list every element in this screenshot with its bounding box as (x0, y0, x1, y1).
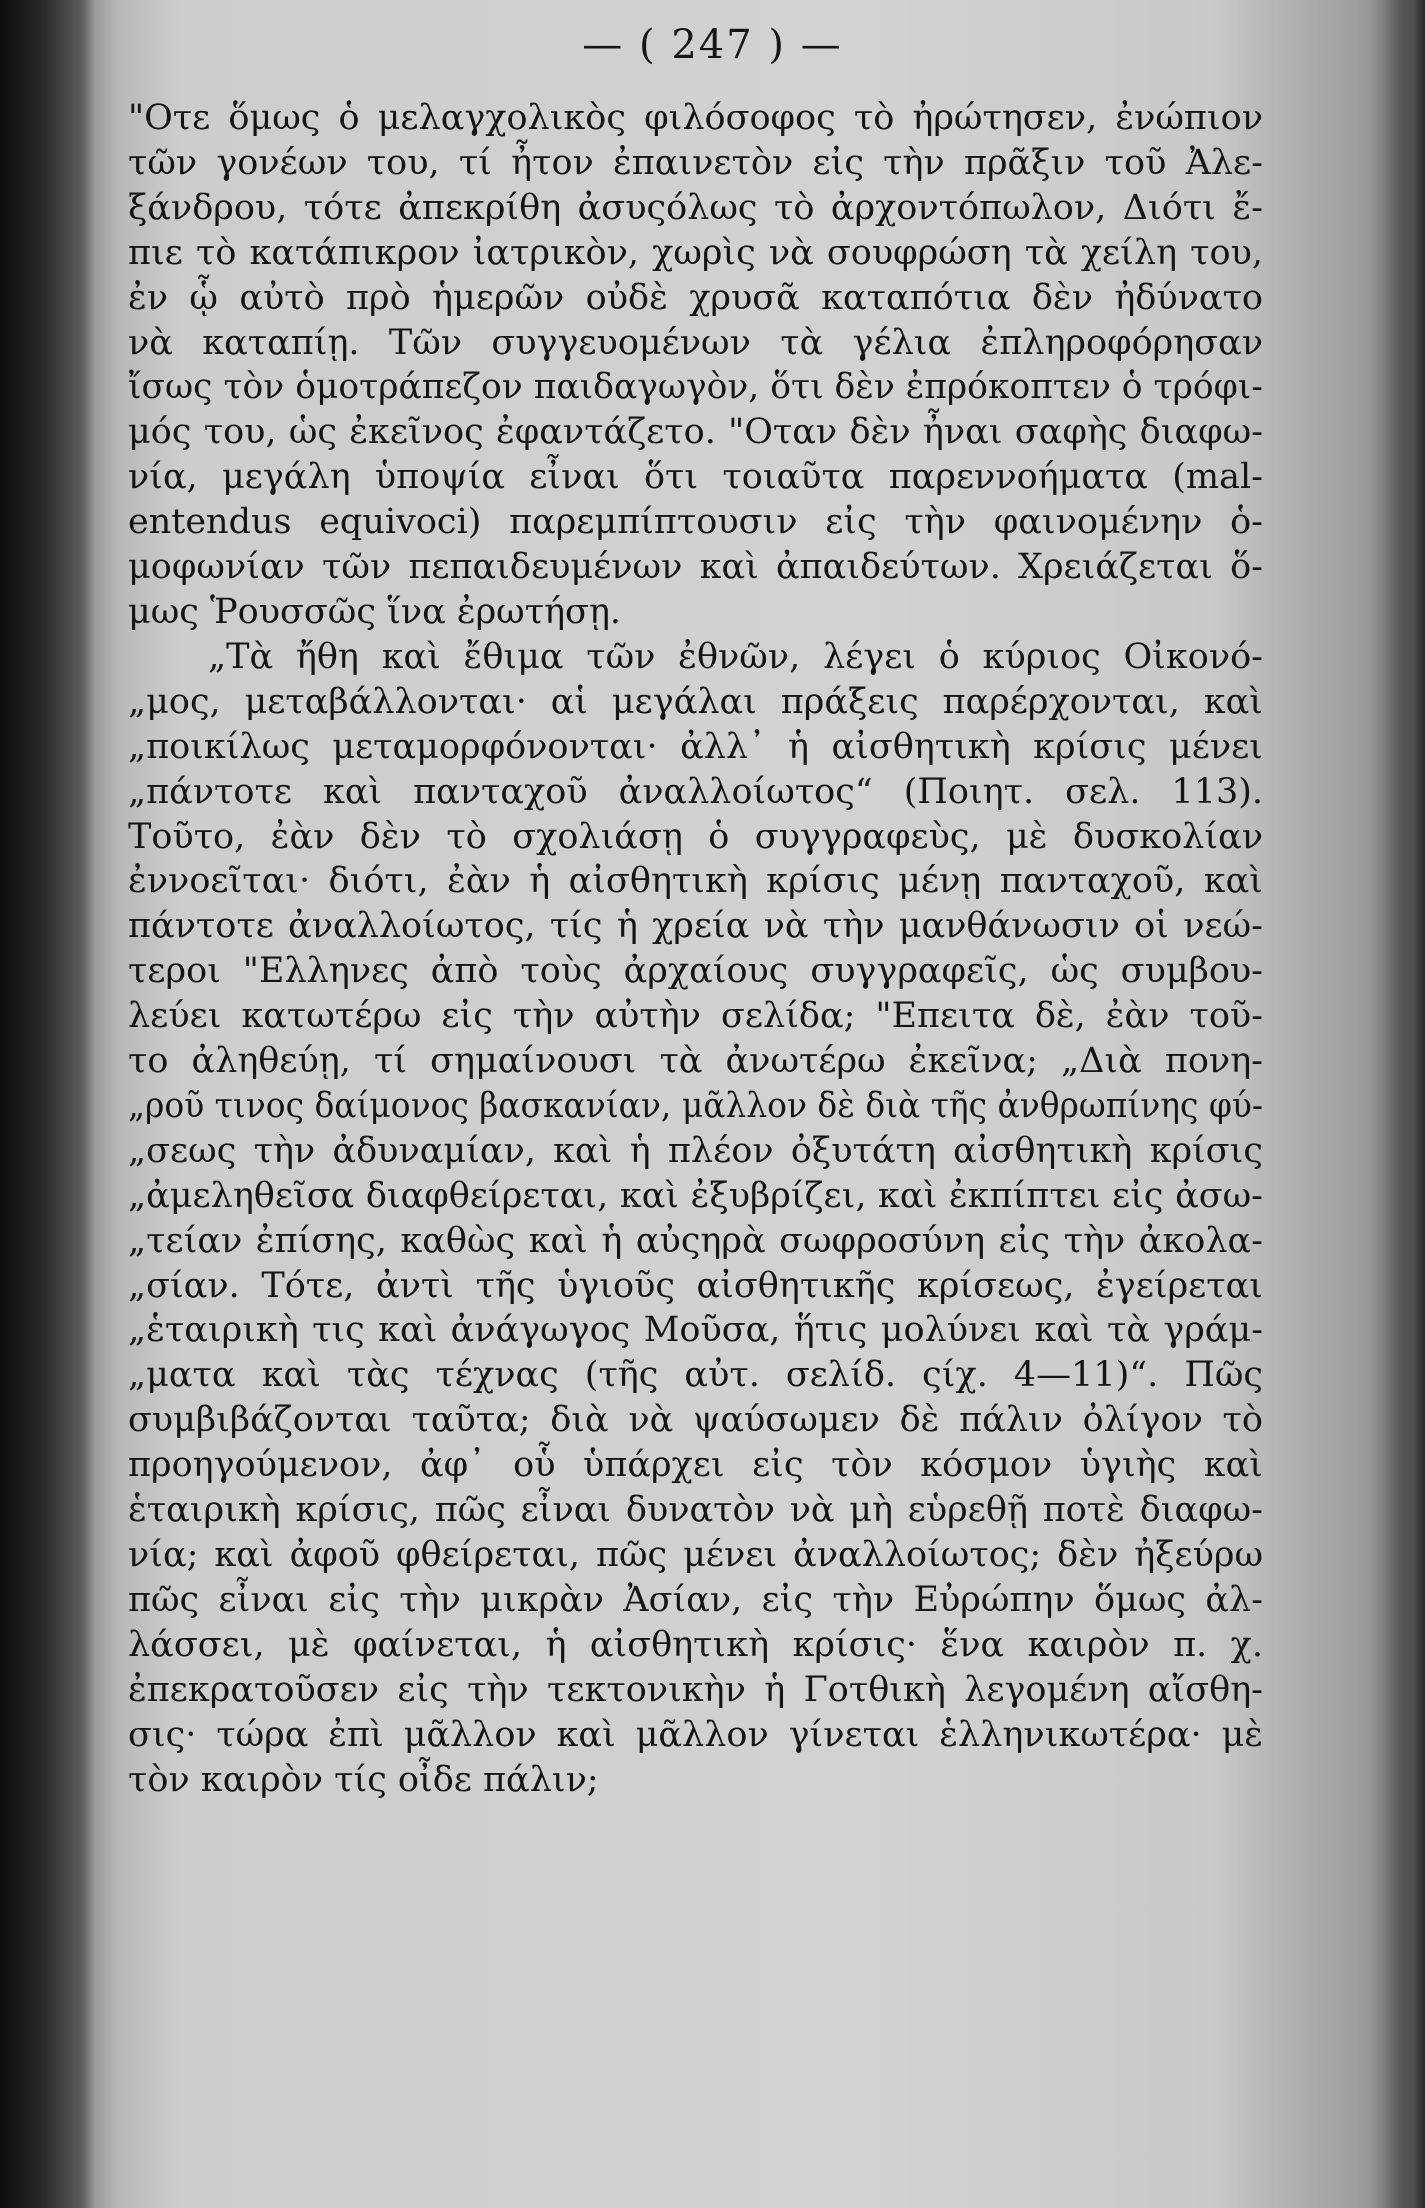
text-line: νία, μεγάλη ὑποψία εἶναι ὅτι τοιαῦτα παρεννοήματα (mal- (128, 457, 1263, 498)
text-line: „μος, μεταβάλλονται· αἱ μεγάλαι πράξεις παρέρχονται, καὶ (128, 681, 1263, 722)
text-line: ἑταιρικὴ κρίσις, πῶς εἶναι δυνατὸν νὰ μὴ εὑρεθῇ ποτὲ διαφω- (128, 1490, 1263, 1531)
page-number: — ( 247 ) — (582, 22, 843, 68)
text-line: ἐπεκρατοῦσεν εἰς τὴν τεκτονικὴν ἡ Γοτθικὴ λεγομένη αἴσθη- (128, 1669, 1263, 1710)
text-line: πιε τὸ κατάπικρον ἰατρικὸν, χωρὶς νὰ σουφρώση τὰ χείλη του, (128, 232, 1263, 273)
book-gutter-shadow (0, 0, 95, 2208)
text-line: τεροι "Ελληνες ἀπὸ τοὺς ἀρχαίους συγγραφεῖς, ὡς συμβου- (128, 951, 1263, 992)
body-text (128, 96, 1263, 1802)
text-line: „σίαν. Τότε, ἀντὶ τῆς ὑγιοῦς αἰσθητικῆς κρίσεως, ἐγείρεται (128, 1265, 1263, 1306)
paragraph-end-line: μως Ῥουσσῶς ἵνα ἐρωτήσῃ. (128, 591, 622, 632)
text-line: λάσσει, μὲ φαίνεται, ἡ αἰσθητικὴ κρίσις· ἕνα καιρὸν π. χ. (128, 1624, 1263, 1665)
text-line: πῶς εἶναι εἰς τὴν μικρὰν Ἀσίαν, εἰς τὴν Εὐρώπην ὅμως ἀλ- (128, 1579, 1263, 1620)
text-line: „πάντοτε καὶ πανταχοῦ ἀναλλοίωτος“ (Ποιητ. σελ. 113). (128, 771, 1263, 812)
page-edge-shadow (1385, 0, 1425, 2208)
text-line: Τοῦτο, ἐὰν δὲν τὸ σχολιάσῃ ὁ συγγραφεὺς, μὲ δυσκολίαν (128, 816, 1263, 857)
text-line: „τείαν ἐπίσης, καθὼς καὶ ἡ αὐςηρὰ σωφροσύνη εἰς τὴν ἀκολα- (128, 1220, 1263, 1261)
text-line: „ἀμεληθεῖσα διαφθείρεται, καὶ ἐξυβρίζει, καὶ ἐκπίπτει εἰς ἀσω- (128, 1175, 1263, 1216)
text-line: προηγούμενον, ἀφ᾿ οὗ ὑπάρχει εἰς τὸν κόσμον ὑγιὴς καὶ (128, 1445, 1263, 1486)
text-line: λεύει κατωτέρω εἰς τὴν αὐτὴν σελίδα; "Επειτα δὲ, ἐὰν τοῦ- (128, 996, 1263, 1037)
text-line: συμβιβάζονται ταῦτα; διὰ νὰ ψαύσωμεν δὲ πάλιν ὀλίγον τὸ (128, 1400, 1263, 1441)
text-line: πάντοτε ἀναλλοίωτος, τίς ἡ χρεία νὰ τὴν μανθάνωσιν οἱ νεώ- (128, 906, 1263, 947)
text-line: ξάνδρου, τότε ἀπεκρίθη ἀσυςόλως τὸ ἀρχοντόπωλον, Διότι ἔ- (128, 187, 1263, 228)
text-line: „σεως τὴν ἀδυναμίαν, καὶ ἡ πλέον ὀξυτάτη αἰσθητικὴ κρίσις (128, 1130, 1263, 1171)
text-line: „ματα καὶ τὰς τέχνας (τῆς αὐτ. σελίδ. ςίχ. 4—11)“. Πῶς (128, 1355, 1263, 1396)
text-line: νὰ καταπίῃ. Τῶν συγγευομένων τὰ γέλια ἐπληροφόρησαν (128, 322, 1263, 363)
text-line: νία; καὶ ἀφοῦ φθείρεται, πῶς μένει ἀναλλοίωτος; δὲν ἠξεύρω (128, 1535, 1263, 1575)
text-line: ἐννοεῖται· διότι, ἐὰν ἡ αἰσθητικὴ κρίσις μένῃ πανταχοῦ, καὶ (128, 861, 1263, 902)
text-line: μοφωνίαν τῶν πεπαιδευμένων καὶ ἀπαιδεύτων. Χρειάζεται ὅ- (128, 547, 1263, 588)
text-line: σις· τώρα ἐπὶ μᾶλλον καὶ μᾶλλον γίνεται ἑλληνικωτέρα· μὲ (128, 1714, 1263, 1755)
text-line: „ροῦ τινος δαίμονος βασκανίαν, μᾶλλον δὲ διὰ τῆς ἀνθρωπίνης φύ- (128, 1085, 1264, 1126)
text-line: entendus equivoci) παρεμπίπτουσιν εἰς τὴν φαινομένην ὁ- (128, 502, 1263, 543)
text-line: "Οτε ὅμως ὁ μελαγχολικὸς φιλόσοφος τὸ ἠρώτησεν, ἐνώπιον (128, 98, 1263, 138)
text-line: ἐν ᾧ αὐτὸ πρὸ ἡμερῶν οὐδὲ χρυσᾶ καταπότια δὲν ἠδύνατο (128, 277, 1263, 318)
paragraph-end-line: τὸν καιρὸν τίς οἶδε πάλιν; (128, 1759, 599, 1800)
text-line: „ποικίλως μεταμορφόνονται· ἀλλ᾿ ἡ αἰσθητικὴ κρίσις μένει (128, 726, 1263, 767)
quote-start-line: „Τὰ ἤθη καὶ ἔθιμα τῶν ἐθνῶν, λέγει ὁ κύριος Οἰκονό- (208, 636, 1263, 677)
text-line: το ἀληθεύῃ, τί σημαίνουσι τὰ ἀνωτέρω ἐκεῖνα; „Διὰ πονη- (128, 1041, 1263, 1082)
text-line: τῶν γονέων του, τί ἦτον ἐπαινετὸν εἰς τὴν πρᾶξιν τοῦ Ἀλε- (128, 142, 1263, 183)
text-line: „ἑταιρικὴ τις καὶ ἀνάγωγος Μοῦσα, ἥτις μολύνει καὶ τὰ γράμ- (128, 1310, 1263, 1351)
text-line: μός του, ὡς ἐκεῖνος ἐφαντάζετο. "Οταν δὲν ἦναι σαφὴς διαφω- (128, 412, 1263, 453)
text-line: ἴσως τὸν ὁμοτράπεζον παιδαγωγὸν, ὅτι δὲν ἐπρόκοπτεν ὁ τρόφι- (128, 367, 1263, 408)
